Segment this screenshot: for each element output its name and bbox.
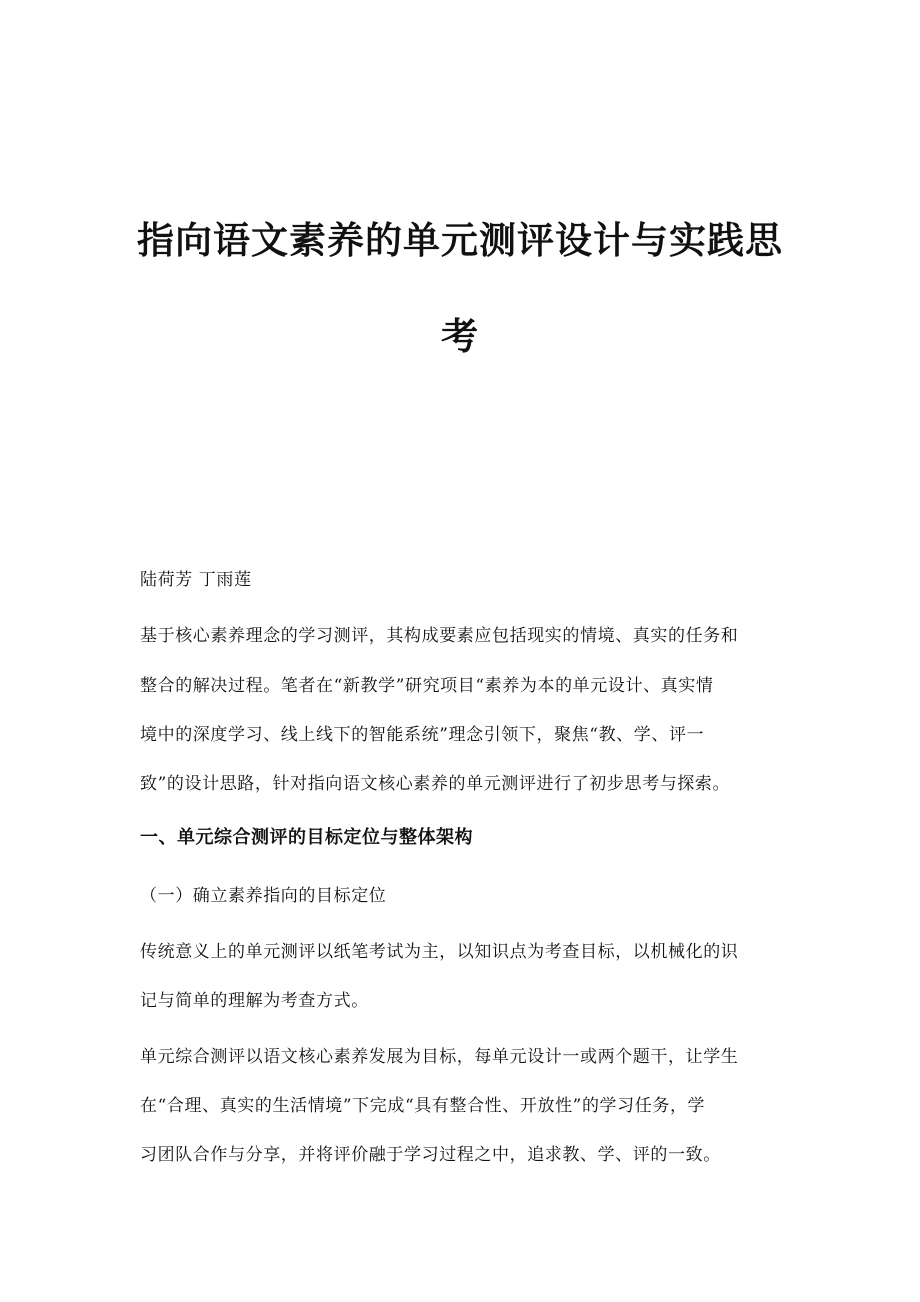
- document-title-line-1: 指向语文素养的单元测评设计与实践思: [137, 218, 783, 262]
- para-3-line-3: 习团队合作与分享，并将评价融于学习过程之中，追求教、学、评的一致。: [140, 1145, 721, 1165]
- para-2-line-2: 记与简单的理解为考查方式。: [140, 991, 369, 1011]
- intro-line-3: 境中的深度学习、线上线下的智能系统”理念引领下，聚焦“教、学、评一: [140, 725, 705, 745]
- para-2-line-1: 传统意义上的单元测评以纸笔考试为主，以知识点为考查目标，以机械化的识: [140, 942, 739, 962]
- para-3-line-1: 单元综合测评以语文核心素养发展为目标，每单元设计一或两个题干，让学生: [140, 1047, 739, 1067]
- subsection-1-heading: （一）确立素养指向的目标定位: [140, 886, 387, 906]
- authors: 陆荷芳 丁雨莲: [140, 570, 252, 590]
- section-1-heading: 一、单元综合测评的目标定位与整体架构: [140, 827, 473, 848]
- intro-line-1: 基于核心素养理念的学习测评，其构成要素应包括现实的情境、真实的任务和: [140, 626, 739, 646]
- para-3-line-2: 在“合理、真实的生活情境”下完成“具有整合性、开放性”的学习任务，学: [140, 1096, 706, 1116]
- document-title-line-2: 考: [441, 314, 479, 358]
- intro-line-2: 整合的解决过程。笔者在“新教学”研究项目“素养为本的单元设计、真实情: [140, 676, 714, 696]
- intro-line-4: 致”的设计思路，针对指向语文核心素养的单元测评进行了初步思考与探索。: [140, 774, 731, 794]
